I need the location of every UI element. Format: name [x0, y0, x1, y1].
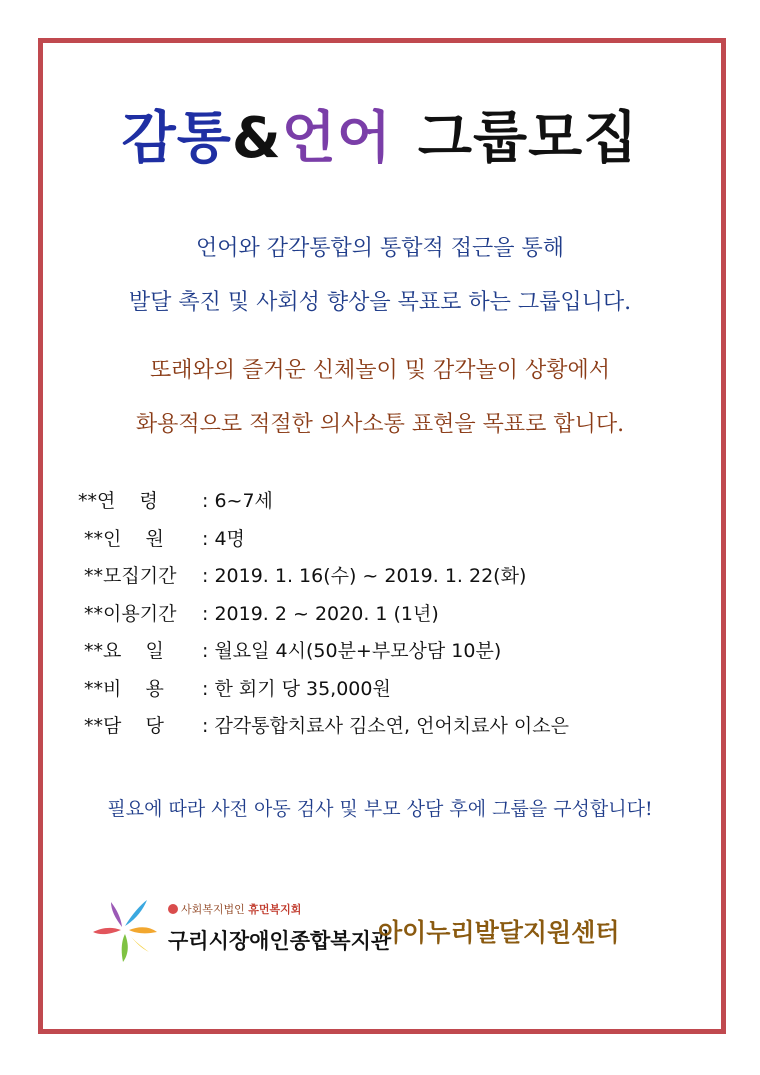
detail-value: : 월요일 4시(50분+부모상담 10분): [202, 640, 502, 662]
detail-value: : 6~7세: [202, 490, 273, 512]
detail-label: **연 령: [78, 490, 158, 512]
intro-line-4: 화용적으로 적절한 의사소통 표현을 목표로 합니다.: [135, 412, 625, 437]
detail-value: : 2019. 1. 16(수) ~ 2019. 1. 22(화): [202, 565, 527, 587]
pinwheel-logo-icon: [90, 895, 160, 965]
detail-row-staff: [78, 711, 698, 749]
detail-row-schedule: [78, 636, 698, 674]
detail-value: : 4명: [202, 527, 245, 550]
detail-label: **비 용: [78, 677, 164, 700]
detail-label: **이용기간: [78, 602, 177, 625]
org-name: 구리시장애인종합복지관: [168, 929, 392, 953]
detail-row-capacity: [78, 524, 698, 562]
detail-row-age: [78, 486, 698, 524]
details-list: [78, 486, 698, 749]
detail-value: : 2019. 2 ~ 2020. 1 (1년): [202, 602, 439, 625]
detail-row-usage-period: [78, 599, 698, 637]
detail-row-cost: [78, 674, 698, 712]
footer: [90, 895, 690, 965]
org-seal-icon: [168, 904, 178, 914]
org-affiliation: [168, 901, 301, 917]
intro-line-3: 또래와의 즐거운 신체놀이 및 감각놀이 상황에서: [149, 358, 610, 383]
detail-label: **요 일: [78, 640, 164, 662]
title-part-sensory: 감통: [121, 106, 232, 171]
intro-line-2: 발달 촉진 및 사회성 향상을 목표로 하는 그룹입니다.: [128, 290, 632, 315]
intro-line-1: 언어와 감각통합의 통합적 접근을 통해: [195, 236, 564, 261]
detail-label: **모집기간: [78, 565, 177, 587]
org-highlight: 휴먼복지회: [248, 903, 302, 916]
detail-label: **담 당: [78, 715, 164, 737]
title-ampersand: &: [231, 106, 282, 171]
center-name: 아이누리발달지원센터: [378, 918, 620, 947]
detail-value: : 한 회기 당 35,000원: [202, 677, 391, 700]
title-part-language: 언어: [281, 106, 392, 171]
org-prefix: 사회복지법인: [181, 903, 245, 916]
detail-label: **인 원: [78, 527, 164, 550]
title-part-recruit: 그룹모집: [417, 106, 639, 171]
notice-text: 필요에 따라 사전 아동 검사 및 부모 상담 후에 그룹을 구성합니다!: [107, 798, 653, 820]
detail-value: : 감각통합치료사 김소연, 언어치료사 이소은: [202, 715, 569, 737]
detail-row-recruit-period: [78, 561, 698, 599]
poster-title: [0, 104, 760, 174]
